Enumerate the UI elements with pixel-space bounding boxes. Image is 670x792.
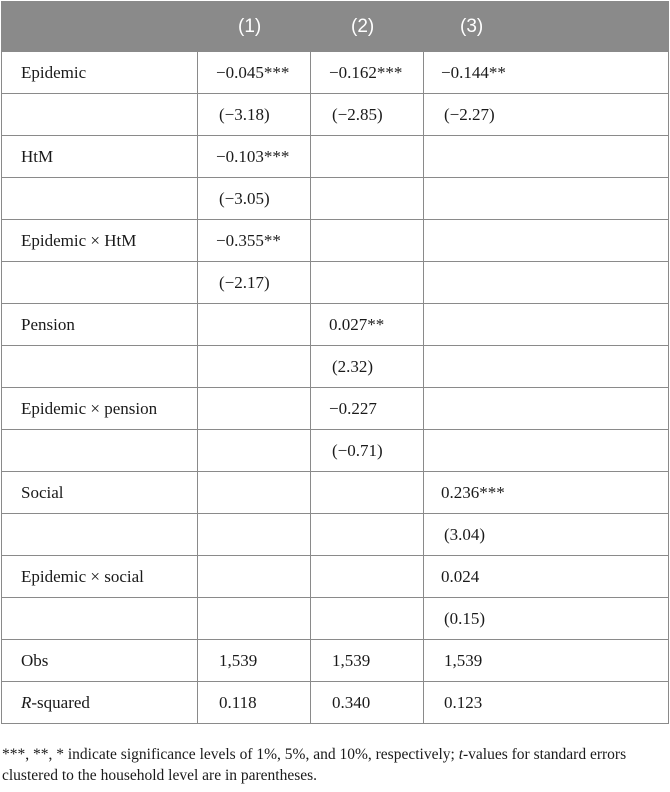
table-row [2, 220, 669, 262]
cell-col-3: 0.236*** [424, 472, 669, 514]
cell-col-3 [424, 220, 669, 262]
cell-col-3 [424, 178, 669, 220]
table-row [2, 346, 669, 388]
table-header-row [2, 2, 669, 52]
table-row [2, 388, 669, 430]
cell-col-3 [424, 388, 669, 430]
row-label [2, 430, 198, 472]
cell-col-1 [198, 472, 311, 514]
table-row [2, 472, 669, 514]
table-row [2, 52, 669, 94]
table-body [2, 52, 669, 724]
header-blank [2, 2, 198, 52]
cell-col-1 [198, 346, 311, 388]
cell-col-3 [424, 136, 669, 178]
cell-col-2 [311, 556, 424, 598]
table-row-rsquared [2, 682, 669, 724]
header-col-1: (1) [198, 2, 311, 52]
row-label [2, 346, 198, 388]
row-label: Obs [2, 640, 198, 682]
cell-col-3: 1,539 [424, 640, 669, 682]
cell-col-1: 1,539 [198, 640, 311, 682]
cell-col-1 [198, 556, 311, 598]
cell-col-2: 0.027** [311, 304, 424, 346]
row-label: Pension [2, 304, 198, 346]
row-label [2, 94, 198, 136]
cell-col-1 [198, 388, 311, 430]
row-label: Epidemic × HtM [2, 220, 198, 262]
cell-col-2: −0.227 [311, 388, 424, 430]
cell-col-1: (−3.18) [198, 94, 311, 136]
row-label: Social [2, 472, 198, 514]
row-label-rsquared [2, 682, 198, 724]
cell-col-2 [311, 178, 424, 220]
cell-col-1: 0.118 [198, 682, 311, 724]
cell-col-2: 1,539 [311, 640, 424, 682]
header-col-3: (3) [424, 2, 669, 52]
cell-col-3: 0.024 [424, 556, 669, 598]
row-label [2, 178, 198, 220]
table-row [2, 514, 669, 556]
cell-col-3: (3.04) [424, 514, 669, 556]
regression-table [1, 1, 669, 724]
cell-col-2: (2.32) [311, 346, 424, 388]
cell-col-2 [311, 514, 424, 556]
row-label: Epidemic × social [2, 556, 198, 598]
row-label [2, 262, 198, 304]
table-row [2, 598, 669, 640]
cell-col-3: −0.144** [424, 52, 669, 94]
cell-col-2: (−0.71) [311, 430, 424, 472]
cell-col-2: 0.340 [311, 682, 424, 724]
table-row [2, 640, 669, 682]
table-row [2, 556, 669, 598]
cell-col-3: 0.123 [424, 682, 669, 724]
cell-col-1: (−3.05) [198, 178, 311, 220]
table-row [2, 430, 669, 472]
table-row [2, 262, 669, 304]
cell-col-3 [424, 430, 669, 472]
footnote-italic-t: t [458, 746, 463, 763]
cell-col-2 [311, 136, 424, 178]
cell-col-1: −0.355** [198, 220, 311, 262]
footnote-text-start: ***, **, * indicate significance levels of 1%, 5%, and 10%, respectively; [2, 746, 459, 763]
cell-col-3 [424, 304, 669, 346]
footnote-text-end: -values for standard errors clustered to the household level are in parentheses. [2, 746, 627, 784]
row-label [2, 514, 198, 556]
cell-col-2 [311, 472, 424, 514]
cell-col-1: (−2.17) [198, 262, 311, 304]
table-row [2, 304, 669, 346]
cell-col-3 [424, 346, 669, 388]
cell-col-3: (0.15) [424, 598, 669, 640]
table-row [2, 136, 669, 178]
row-label: Epidemic [2, 52, 198, 94]
cell-col-1 [198, 430, 311, 472]
cell-col-2: (−2.85) [311, 94, 424, 136]
cell-col-3 [424, 262, 669, 304]
cell-col-1: −0.045*** [198, 52, 311, 94]
row-label: Epidemic × pension [2, 388, 198, 430]
table-footnote [2, 744, 666, 786]
row-label: HtM [2, 136, 198, 178]
table-row [2, 94, 669, 136]
cell-col-1: −0.103*** [198, 136, 311, 178]
cell-col-2 [311, 262, 424, 304]
rsquared-label-rest: -squared [31, 692, 90, 712]
row-label [2, 598, 198, 640]
cell-col-1 [198, 598, 311, 640]
cell-col-1 [198, 514, 311, 556]
cell-col-2 [311, 598, 424, 640]
cell-col-3: (−2.27) [424, 94, 669, 136]
table-row [2, 178, 669, 220]
header-col-2: (2) [311, 2, 424, 52]
cell-col-1 [198, 304, 311, 346]
cell-col-2: −0.162*** [311, 52, 424, 94]
cell-col-2 [311, 220, 424, 262]
rsquared-italic-r: R [21, 692, 32, 712]
